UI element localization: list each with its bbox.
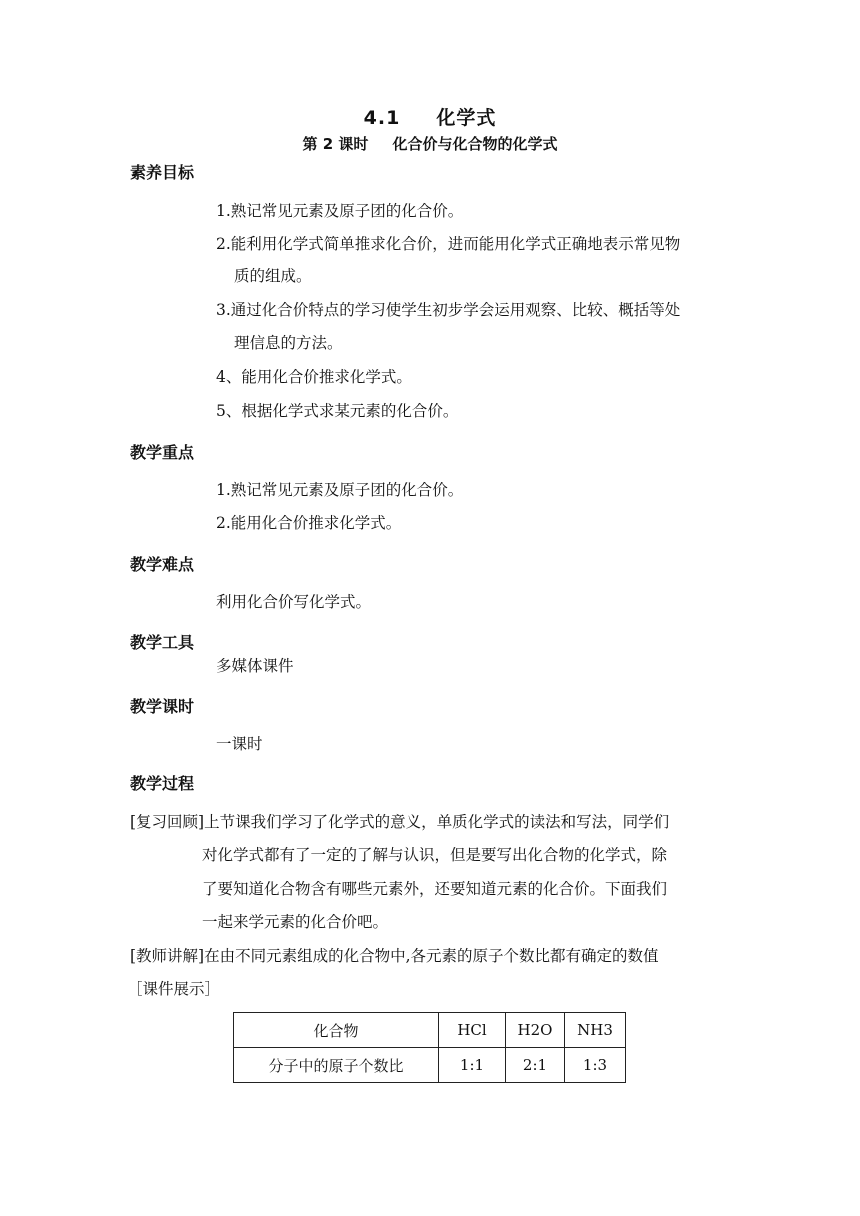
hours-heading: 教学课时 [130, 697, 195, 716]
atom-ratio-table [233, 1012, 626, 1083]
table-cell: 化合物 [234, 1013, 439, 1048]
review-line: 了要知道化合物含有哪些元素外，还要知道元素的化合价。下面我们 [202, 880, 668, 898]
difficulties-heading: 教学难点 [130, 555, 195, 574]
review-line: [复习回顾]上节课我们学习了化学式的意义，单质化学式的读法和写法，同学们 [130, 813, 670, 831]
tools-line: 多媒体课件 [216, 657, 294, 675]
goal-line: 质的组成。 [234, 267, 312, 285]
table-header-row [234, 1013, 626, 1048]
page-subtitle [0, 133, 860, 154]
key-point-line: 2.能用化合价推求化学式。 [216, 514, 402, 532]
table-cell: H2O [506, 1013, 565, 1048]
title-text: 化学式 [436, 107, 497, 129]
review-line: 一起来学元素的化合价吧。 [202, 913, 389, 931]
table-cell: 2:1 [506, 1048, 565, 1083]
table-cell: 1:1 [439, 1048, 506, 1083]
tools-heading: 教学工具 [130, 633, 195, 652]
table-row [234, 1048, 626, 1083]
review-line: 对化学式都有了一定的了解与认识，但是要写出化合物的化学式，除 [202, 846, 668, 864]
goals-heading: 素养目标 [130, 163, 195, 182]
title-number: 4.1 [363, 107, 401, 129]
table-cell: 1:3 [565, 1048, 626, 1083]
difficulty-line: 利用化合价写化学式。 [216, 593, 372, 611]
goal-line: 4、能用化合价推求化学式。 [216, 368, 412, 386]
hours-line: 一课时 [216, 735, 263, 753]
goal-line: 理信息的方法。 [234, 334, 343, 352]
process-heading: 教学过程 [130, 774, 195, 793]
goal-line: 5、根据化学式求某元素的化合价。 [216, 402, 459, 420]
key-point-line: 1.熟记常见元素及原子团的化合价。 [216, 481, 464, 499]
table-cell: NH3 [565, 1013, 626, 1048]
table-cell: 分子中的原子个数比 [234, 1048, 439, 1083]
goal-line: 1.熟记常见元素及原子团的化合价。 [216, 202, 464, 220]
subtitle-text: 化合价与化合物的化学式 [392, 135, 558, 153]
subtitle-lesson: 第 2 课时 [302, 135, 369, 153]
goal-line: 3.通过化合价特点的学习使学生初步学会运用观察、比较、概括等处 [216, 301, 681, 319]
page-title [0, 103, 860, 130]
goal-line: 2.能利用化学式简单推求化合价，进而能用化学式正确地表示常见物 [216, 235, 681, 253]
key-points-heading: 教学重点 [130, 443, 195, 462]
table-cell: HCl [439, 1013, 506, 1048]
courseware-label: ［课件展示］ [127, 980, 221, 998]
explain-line: [教师讲解]在由不同元素组成的化合物中,各元素的原子个数比都有确定的数值 [130, 947, 659, 965]
